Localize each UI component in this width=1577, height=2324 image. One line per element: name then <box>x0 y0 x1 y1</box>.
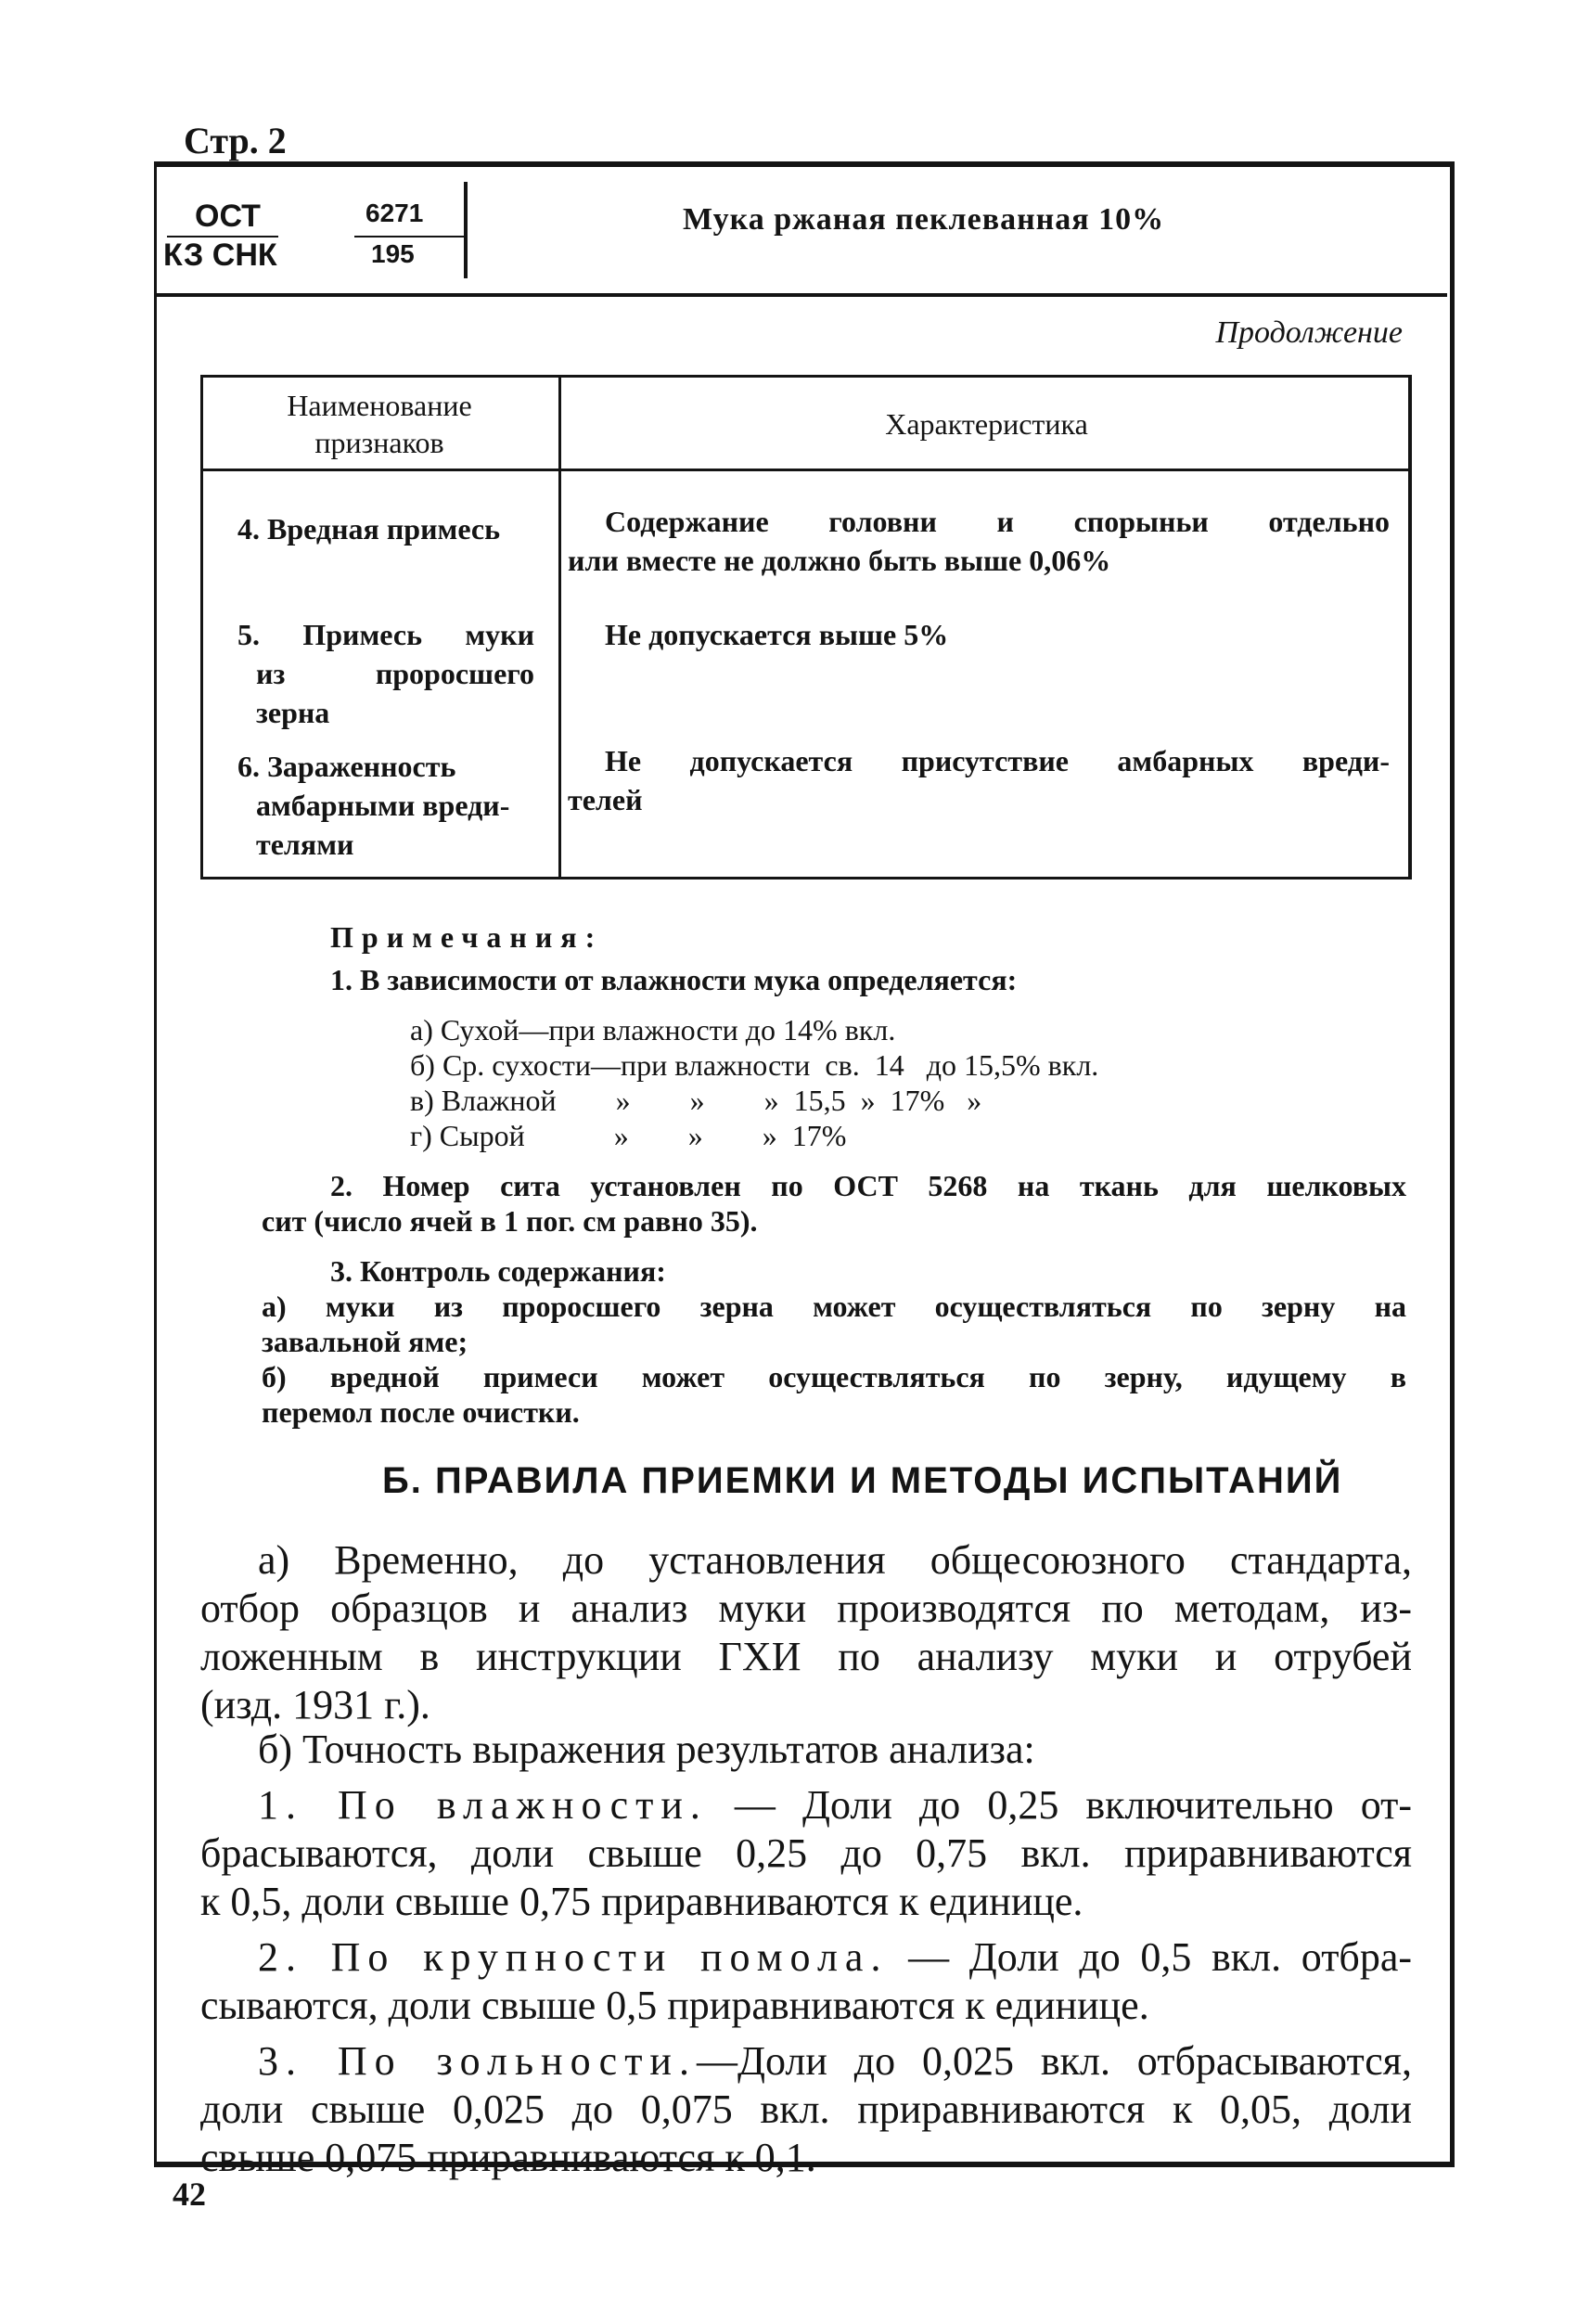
note-1: 1. В зависимости от влажности мука определяется: <box>330 963 1018 996</box>
code-fraction-line-left <box>167 236 278 238</box>
page-label: Стр. 2 <box>184 120 287 161</box>
row-3-value-line2: телей <box>568 783 643 816</box>
item-3-line2: доли свыше 0,025 до 0,075 вкл. приравниваются к 0,05, доли <box>200 2086 1412 2132</box>
row-1-value-line2: или вместе не должно быть выше 0,06% <box>568 544 1111 577</box>
row-3-value-line1: Не допускается присутствие амбарных вреди- <box>605 744 1390 777</box>
para-a-line2: отбор образцов и анализ муки производятся по методам, из- <box>200 1586 1412 1631</box>
item-3 <box>200 2037 1412 2182</box>
standard-code-box <box>154 182 468 278</box>
item-1-line3: к 0,5, доли свыше 0,75 приравниваются к единице. <box>200 1879 1083 1924</box>
note-1c: в) Влажной » » » 15,5 » 17% » <box>410 1084 982 1117</box>
note-1a: а) Сухой—при влажности до 14% вкл. <box>410 1013 896 1046</box>
note-3b: б) вредной примеси может осуществляться по зерну, идущему в <box>262 1360 1406 1393</box>
table-row-3-name <box>237 747 534 864</box>
table-column-divider <box>558 378 561 877</box>
notes-title: Примечания: <box>330 920 604 954</box>
note-3a-cont: завальной яме; <box>262 1325 468 1358</box>
item-1-text: — Доли до 0,25 включительно от- <box>707 1782 1412 1828</box>
page-number: 42 <box>173 2176 206 2213</box>
note-1d: г) Сырой » » » 17% <box>410 1119 847 1152</box>
item-2-line2: сываются, доли свыше 0,5 приравниваются к единице. <box>200 1983 1149 2028</box>
table-row-3-value <box>568 741 1390 819</box>
note-2: 2. Номер сита установлен по ОСТ 5268 на ткань для шелковых <box>330 1169 1406 1202</box>
para-a-line4: (изд. 1931 г.). <box>200 1682 430 1727</box>
item-1-label: 1. По влажности. <box>258 1782 708 1828</box>
item-3-line3: свыше 0,075 приравниваются к 0,1. <box>200 2135 816 2180</box>
item-3-label: 3. По зольности. <box>258 2038 697 2084</box>
code-left-bottom: КЗ СНК <box>163 238 277 273</box>
item-3-text: —Доли до 0,025 вкл. отбрасываются, <box>696 2038 1412 2084</box>
note-3: 3. Контроль содержания: <box>330 1254 666 1288</box>
header-name-line2: признаков <box>314 426 444 459</box>
note-3a: а) муки из проросшего зерна может осуществляться по зерну на <box>262 1290 1406 1323</box>
table-row-1-name <box>237 509 534 548</box>
note-1b: б) Ср. сухости—при влажности св. 14 до 15,5% вкл. <box>410 1048 1099 1082</box>
row-1-value-line1: Содержание головни и спорыньи отдельно <box>605 505 1390 538</box>
table-row-2-value <box>605 615 1390 654</box>
row-2-value-line1: Не допускается выше 5% <box>605 618 949 651</box>
row-1-name-line1: 4. Вредная примесь <box>237 512 501 546</box>
section-heading: Б. ПРАВИЛА ПРИЕМКИ И МЕТОДЫ ИСПЫТАНИЙ <box>382 1460 1343 1501</box>
item-3-line1 <box>200 2037 1412 2086</box>
paragraph-b: б) Точность выражения результатов анализа: <box>258 1727 1035 1772</box>
code-right-top: 6271 <box>365 199 424 227</box>
item-2-line1 <box>200 1933 1412 1982</box>
item-2-label: 2. По крупности помола. <box>258 1934 889 1980</box>
table-header-name <box>200 387 558 461</box>
table-row-2-name <box>237 615 534 732</box>
code-fraction-line-right <box>354 236 464 238</box>
row-2-name-line3: зерна <box>256 696 330 729</box>
characteristics-table <box>200 375 1412 880</box>
header-name-line1: Наименование <box>287 389 472 422</box>
row-2-name-line2: из проросшего <box>256 657 534 690</box>
header-rule <box>154 293 1447 297</box>
table-row-1-value <box>568 502 1390 580</box>
para-a-line1: а) Временно, до установления общесоюзного стандарта, <box>258 1537 1412 1583</box>
code-left-top: ОСТ <box>195 199 261 234</box>
table-header-characteristic: Характеристика <box>885 407 1088 441</box>
note-3b-cont: перемол после очистки. <box>262 1395 580 1429</box>
document-title: Мука ржаная пеклеванная 10% <box>683 202 1165 237</box>
item-2-text: — Доли до 0,5 вкл. отбра- <box>888 1934 1412 1980</box>
continuation-label: Продолжение <box>1215 315 1403 350</box>
item-1-line2: брасываются, доли свыше 0,25 до 0,75 вкл. приравниваются <box>200 1830 1412 1876</box>
table-header-divider <box>200 469 1412 471</box>
table-right-border <box>1408 378 1412 877</box>
code-right-bottom: 195 <box>371 239 415 268</box>
item-2 <box>200 1933 1412 2030</box>
row-3-name-line3: телями <box>256 828 354 861</box>
item-1 <box>200 1781 1412 1926</box>
para-a-line3: ложенным в инструкции ГХИ по анализу муки и отрубей <box>200 1634 1412 1679</box>
note-2-cont: сит (число ячей в 1 пог. см равно 35). <box>262 1204 758 1238</box>
paragraph-a <box>200 1536 1412 1729</box>
row-3-name-line1: 6. Зараженность <box>237 750 456 783</box>
row-3-name-line2: амбарными вреди- <box>256 789 510 822</box>
row-2-name-line1: 5. Примесь муки <box>237 618 534 651</box>
item-1-line1 <box>200 1781 1412 1830</box>
